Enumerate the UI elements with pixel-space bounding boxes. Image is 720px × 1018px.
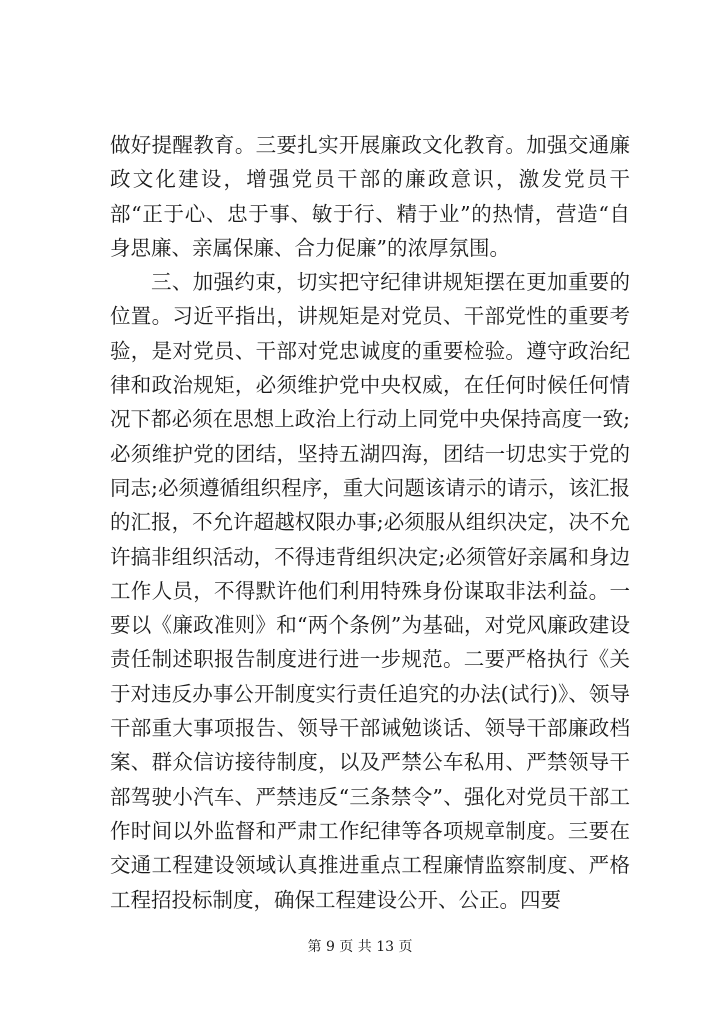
document-body [110,128,630,917]
page-number-footer: 第 9 页 共 13 页 [307,939,413,955]
paragraph-continuation: 做好提醒教育。三要扎实开展廉政文化教育。加强交通廉政文化建设，增强党员干部的廉政意识，激发党员干部“正于心、忠于事、敏于行、精于业”的热情，营造“自身思廉、亲属保廉、合力促廉”的浓厚氛围。 [110,133,630,260]
paragraph-section-three: 三、加强约束，切实把守纪律讲规矩摆在更加重要的位置。习近平指出，讲规矩是对党员、干部党性的重要考验，是对党员、干部对党忠诚度的重要检验。遵守政治纪律和政治规矩，必须维护党中央权威，在任何时候任何情况下都必须在思想上政治上行动上同党中央保持高度一致;必须维护党的团结，坚持五湖四海，团结一切忠实于党的同志;必须遵循组织程序，重大问题该请示的请示，该汇报的汇报，不允许超越权限办事;必须服从组织决定，决不允许搞非组织活动，不得违背组织决定;必须管好亲属和身边工作人员，不得默许他们利用特殊身份谋取非法利益。一要以《廉政准则》和“两个条例”为基础，对党风廉政建设责任制述职报告制度进行进一步规范。二要严格执行《关于对违反办事公开制度实行责任追究的办法(试行)》、领导干部重大事项报告、领导干部诫勉谈话、领导干部廉政档案、群众信访接待制度，以及严禁公车私用、严禁领导干部驾驶小汽车、严禁违反“三条禁令”、强化对党员干部工作时间以外监督和严肃工作纪律等各项规章制度。三要在交通工程建设领域认真推进重点工程廉情监察制度、严格工程招投标制度，确保工程建设公开、公正。四要 [110,270,630,912]
